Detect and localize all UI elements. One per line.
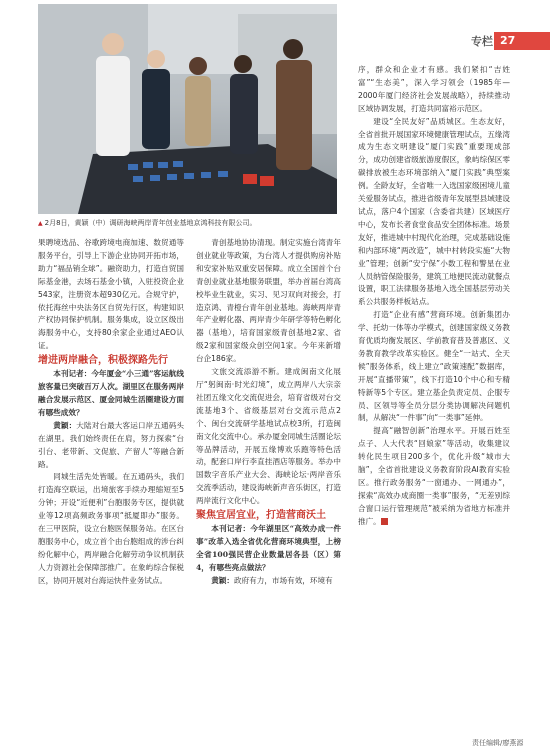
paragraph: 建设“全民友好”品质城区。生态友好，全省首批开展国家环境健康管理试点，五缘湾成为生态文明建设“厦门实践”重要现成部分，成功创建省级旅游度假区，象屿综保区零碳排放被生态环境部纳入“厦门实践”典型案例。全龄友好，全省唯一入选国家级困境儿童关爱服务试点，推进省级青年发展型县域建设试点，落户4个国家（含委省共建）区域医疗中心，发布长者食堂食品安全团体标准。场景友好，推进城中村现代化治理，完成基础设施和内部环境“两改造”，城中村转段实施“大物业”管理；创新“安宁保”小数工程和警星在业人员纳管保险服务，建筑工地便民流动就餐点设置，职工法律服务基地入选全国基层劳动关系公共服务样板站点。 bbox=[358, 116, 510, 307]
end-mark-icon bbox=[381, 518, 388, 525]
column-label: 专栏 bbox=[471, 35, 493, 48]
text-column-1 bbox=[38, 237, 184, 588]
section-heading: 聚焦宜居宜业，打造营商沃土 bbox=[196, 510, 326, 522]
interview-question: 本刊记者：今年湖里区“高效办成一件事”改革入选全省优化营商环境典型，上榜全省100强民营企业数量居各县（区）第4，有哪些亮点做法？ bbox=[196, 524, 341, 572]
text-column-2 bbox=[196, 237, 341, 588]
section-heading: 增进两岸融合，积极探路先行 bbox=[38, 355, 168, 367]
photo-illustration bbox=[38, 4, 337, 214]
interview-answer: 黄颖：大陆对台最大客运口岸五通码头在湖里。我们始终责任在肩，努力探索“台引台、老带新、文促旅、产留人”等融合新路。 bbox=[38, 420, 185, 469]
paragraph: 果聘境选品、谷歌跨境电商加速、数贸通等服务平台，引导上下游企业协同开拓市场，助力“福品销全球”。融资助力，打造自贸国际基金港，去场石基金小镇，入驻投资企业543家，注册资本超930亿元。合规守护，依托海丝中央法务区自贸先行区，构建知识产权协同保护机制。服务集成，设立区级出海服务中心，支持80余家企业通过AEO认证。 bbox=[38, 238, 184, 351]
news-photo bbox=[38, 4, 337, 214]
caption-triangle-icon: ▲ bbox=[38, 220, 43, 227]
paragraph: 同城生活先处皆暖。在五通码头，我们打造海空联运，出境旅客手续办理缩短至5分钟；开设“近便利”台胞服务专区，提供就业等12项高频政务事项“抵厦即办”服务。在三甲医院，设立台胞医保服务站。在区台胞服务中心，成立首个由台胞组成的涉台纠纷化解中心，两岸融合化解劳动争议机制获人力资源社会保障部推广。在象屿综合保税区，协同开展对台海运快件业务试点。 bbox=[38, 472, 184, 585]
page-number: 27 bbox=[494, 32, 550, 50]
photo-caption bbox=[38, 218, 338, 229]
caption-text: 2月8日，黄颖（中）调研海峡两岸青年创业基地京鸿科技有限公司。 bbox=[44, 219, 257, 227]
interview-question: 本刊记者：今年厦金“小三通”客运航线旅客量已突破百万人次。湖里区在服务两岸融合发展示范区、厦金同城生活圈建设方面有哪些成效？ bbox=[38, 369, 184, 417]
paragraph: 青创基地协协清现。制定实施台湾青年创业就业等政策，为台湾人才提供购房补贴和安家补贴双重安居保障。成立全国首个台青创业就业基地服务联盟，举办首届台湾高校毕业生就业，实习、见习双向对接会，打造京鸿、青橙台青年创业基地。海峡两岸青年产业孵化器、两岸青少年研学等特色孵化器（基地），培育国家级青创基地2家、省级2家和国家级众创空间1家。今年来新增台企186家。 bbox=[196, 238, 341, 364]
paragraph: 序，群众和企业才有感。我们紧扣“吉姓富”“生态美”，深入学习领会（1985年—2000年厦门经济社会发展战略），持续推动区域协调发展，打造共同富裕示范区。 bbox=[358, 65, 510, 113]
interview-answer: 黄颖：政府有力，市场有效，环境有 bbox=[211, 575, 333, 585]
paragraph: 文旅交流添游不断。建成闽南文化展厅“躬闽南·时光幻境”，成立两岸八大宗亲社团五缘文化交流促进会，培育省级对台交流基地3个、省级基层对台交流示范点2个、闽台交流研学基地试点校3所，打造闽南文化交流中心。承办厦金同城生活圈论坛等品牌活动，开展五缘博欢乐跑等特色活动，配套口岸行李直挂酒店等服务。举办中国数字音乐产业大会、海峡论坛·两岸音乐交流季活动，建设海峡新声音乐街区，打造两岸流行文化中心。 bbox=[196, 367, 341, 506]
editor-credit: 责任编辑/廖燕源 bbox=[472, 739, 524, 747]
paragraph: 打造“企业有感”营商环境。创新集团办学、托幼一体等办学模式，创建国家级义务教育优质均衡发展区、学前教育普及普惠区、义务教育教学改革实验区。健全“一站式、全天候”服务体系，线上建立“政策速配”数据库，开展“直播带策”，线下打造10个中心和专精特新等5个专区。建立基企负责定员、企服专员、区领导等全员分层分类协调解决问题机制，从解决“一件事”向“一类事”延伸。 bbox=[358, 310, 510, 423]
text-column-3 bbox=[358, 64, 510, 529]
paragraph: 提高“融智创新”治理水平。开展百姓至点子、人大代表“回娘家”等活动，收集建议转化民生项目200多个，优化升级“城市大脑”，全省首批建设义务教育阶段AI教育实验区。推行政务服务“一窗通办、一网通办”，探索“高效办成商圈一类事”服务，“无差别综合窗口运行管理规范”被采纳为省地方标准并推广。 bbox=[358, 426, 510, 526]
